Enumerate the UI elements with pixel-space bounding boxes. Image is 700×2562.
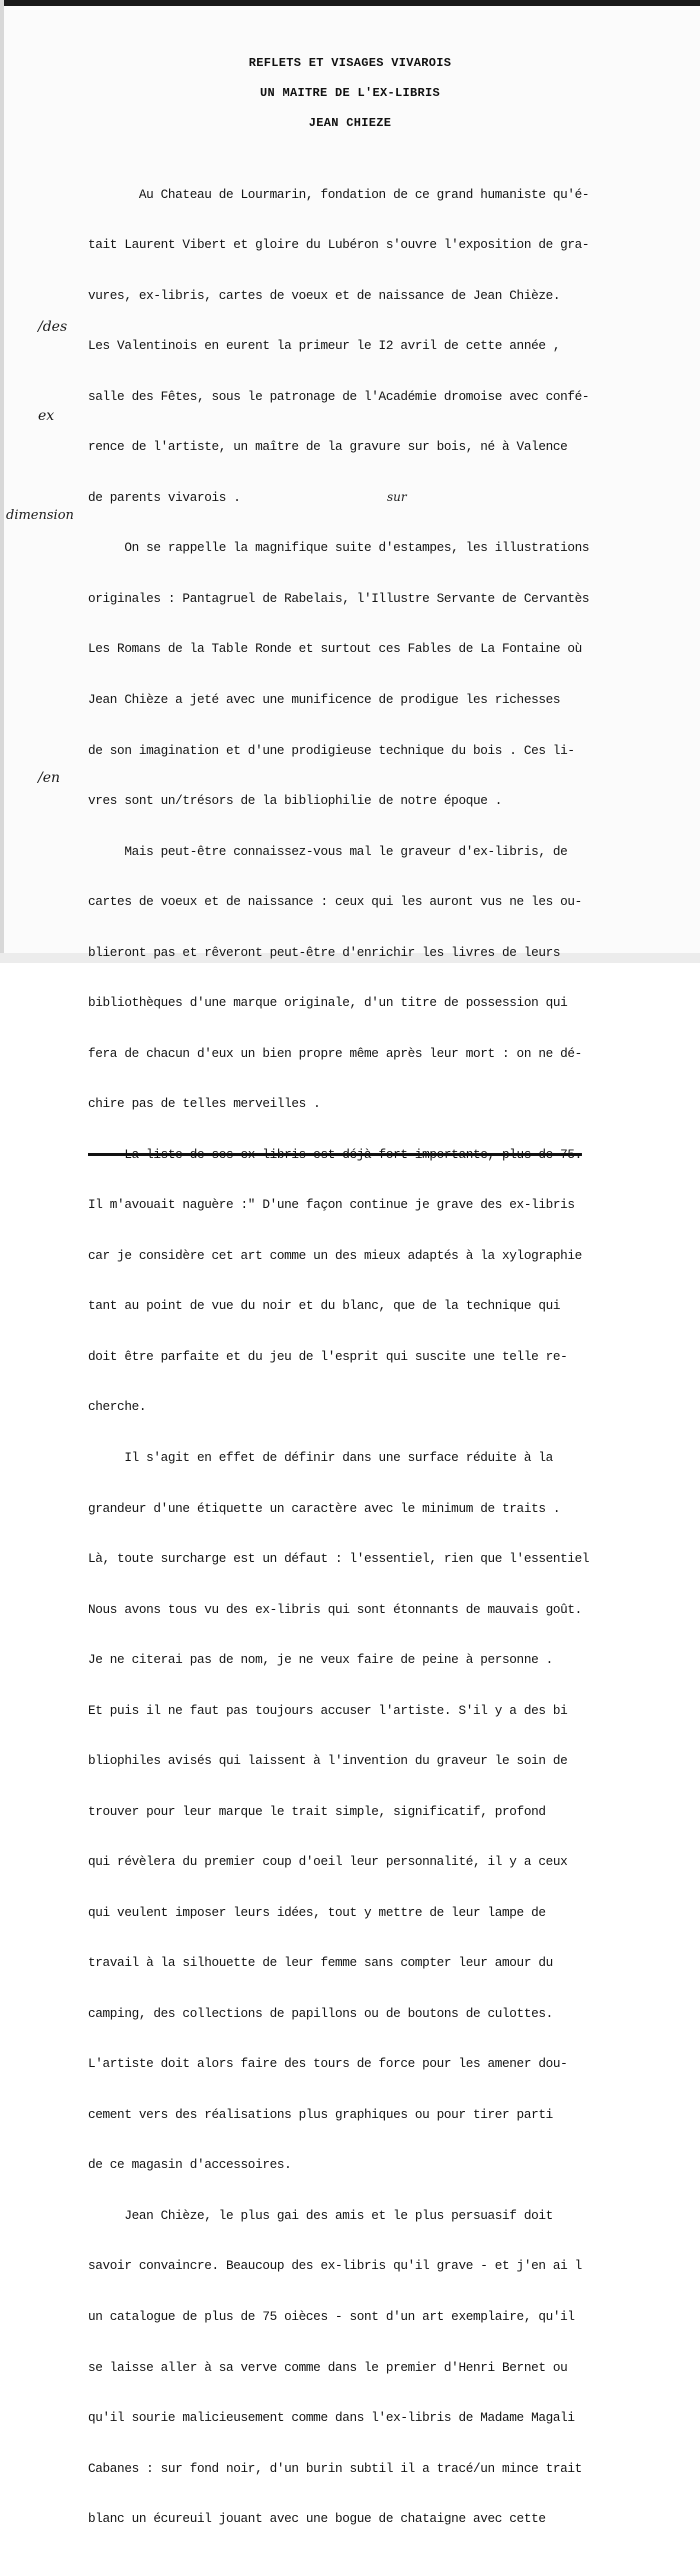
text-line: qu'il sourie malicieusement comme dans l'ex-libris de Madame Magali: [88, 2410, 575, 2426]
text-line: bibliothèques d'une marque originale, d'un titre de possession qui: [88, 995, 568, 1011]
text-line: Là, toute surcharge est un défaut : l'essentiel, rien que l'essentiel: [88, 1551, 590, 1567]
margin-note-ex: ex: [38, 408, 55, 424]
text-line: chire pas de telles merveilles .: [88, 1096, 321, 1112]
text-line: cherche.: [88, 1399, 147, 1415]
margin-note-en: /en: [38, 770, 61, 786]
text-line: Jean Chièze a jeté avec une munificence de prodigue les richesses: [88, 692, 561, 707]
struck-text-line: La liste de ses ex-libris est déjà fort importante, plus de 75.: [88, 1146, 582, 1162]
text-line: cement vers des réalisations plus graphiques ou pour tirer parti: [88, 2106, 553, 2122]
text-line: Les Valentinois en eurent la primeur le I2 avril de cette année ,: [88, 338, 561, 354]
text-line: camping, des collections de papillons ou de boutons de culottes.: [88, 2005, 553, 2021]
text-line: qui veulent imposer leurs idées, tout y mettre de leur lampe de: [88, 1904, 546, 1920]
text-line: de son imagination et d'une prodigieuse technique du bois . Ces li-: [88, 742, 575, 758]
margin-note-des: /des: [38, 319, 68, 335]
text-line: Mais peut-être connaissez-vous mal le graveur d'ex-libris, de: [88, 843, 568, 859]
text-line: cartes de voeux et de naissance : ceux qui les auront vus ne les ou-: [88, 894, 582, 910]
text-line: de ce magasin d'accessoires.: [88, 2157, 292, 2173]
text-line: Et puis il ne faut pas toujours accuser l'artiste. S'il y a des bi: [88, 1702, 568, 1718]
text-line: fera de chacun d'eux un bien propre même après leur mort : on ne dé-: [88, 1045, 582, 1061]
text-line: Nous avons tous vu des ex-libris qui sont étonnants de mauvais goût.: [88, 1601, 582, 1617]
text-line: On se rappelle la magnifique suite d'estampes, les illustrations: [88, 540, 590, 556]
text-line: L'artiste doit alors faire des tours de force pour les amener dou-: [88, 2056, 568, 2072]
text-line: Il m'avouait naguère :" D'une façon continue je grave des ex-libris: [88, 1197, 575, 1213]
text-line: doit être parfaite et du jeu de l'esprit qui suscite une telle re-: [88, 1348, 568, 1364]
text-line: Je ne citerai pas de nom, je ne veux faire de peine à personne .: [88, 1652, 553, 1668]
text-line: trouver pour leur marque le trait simple, significatif, profond: [88, 1803, 546, 1819]
text-line: de parents vivarois .: [88, 489, 241, 505]
text-line: qui révèlera du premier coup d'oeil leur personnalité, il y a ceux: [88, 1854, 568, 1870]
text-line: vres sont un/trésors de la bibliophilie de notre époque .: [88, 793, 503, 809]
heading-subject-name: JEAN CHIEZE: [308, 116, 392, 130]
text-line: se laisse aller à sa verve comme dans le premier d'Henri Bernet ou: [88, 2359, 568, 2375]
scan-top-edge: [0, 0, 700, 6]
text-line: blieront pas et rêveront peut-être d'enrichir les livres de leurs: [88, 944, 561, 960]
text-line: tait Laurent Vibert et gloire du Lubéron s'ouvre l'exposition de gra-: [88, 237, 590, 253]
heading-series-title: REFLETS ET VISAGES VIVAROIS: [248, 56, 452, 70]
text-line: Il s'agit en effet de définir dans une surface réduite à la: [88, 1449, 553, 1465]
text-line: Jean Chièze, le plus gai des amis et le plus persuasif doit: [88, 2207, 553, 2223]
text-line: car je considère cet art comme un des mieux adaptés à la xylographie: [88, 1247, 582, 1263]
scan-left-edge: [0, 0, 4, 963]
text-line: Les Romans de la Table Ronde et surtout ces Fables de La Fontaine où: [88, 641, 582, 657]
margin-note-dimension: dimension: [6, 508, 74, 523]
text-line: salle des Fêtes, sous le patronage de l'Académie dromoise avec confé-: [88, 388, 590, 404]
text-line: vures, ex-libris, cartes de voeux et de naissance de Jean Chièze.: [88, 287, 561, 303]
text-line: grandeur d'une étiquette un caractère avec le minimum de traits .: [88, 1500, 561, 1516]
text-line: savoir convaincre. Beaucoup des ex-libris qu'il grave - et j'en ai l: [88, 2258, 582, 2274]
text-line: tant au point de vue du noir et du blanc, que de la technique qui: [88, 1298, 561, 1314]
text-line: Au Chateau de Lourmarin, fondation de ce grand humaniste qu'é-: [88, 186, 590, 202]
text-line: bliophiles avisés qui laissent à l'invention du graveur le soin de: [88, 1753, 568, 1769]
text-line: un catalogue de plus de 75 oièces - sont d'un art exemplaire, qu'il: [88, 2309, 575, 2324]
text-line: travail à la silhouette de leur femme sans compter leur amour du: [88, 1955, 553, 1971]
text-line: rence de l'artiste, un maître de la gravure sur bois, né à Valence: [88, 439, 568, 455]
heading-article-title: UN MAITRE DE L'EX-LIBRIS: [259, 86, 441, 100]
article-body: [88, 153, 684, 2562]
text-line: originales : Pantagruel de Rabelais, l'Illustre Servante de Cervantès: [88, 590, 590, 606]
text-line: blanc un écureuil jouant avec une bogue de chataigne avec cette: [88, 2511, 546, 2527]
text-line: Cabanes : sur fond noir, d'un burin subtil il a tracé/un mince trait: [88, 2460, 582, 2476]
handwritten-insert-sur: sur: [387, 490, 407, 504]
